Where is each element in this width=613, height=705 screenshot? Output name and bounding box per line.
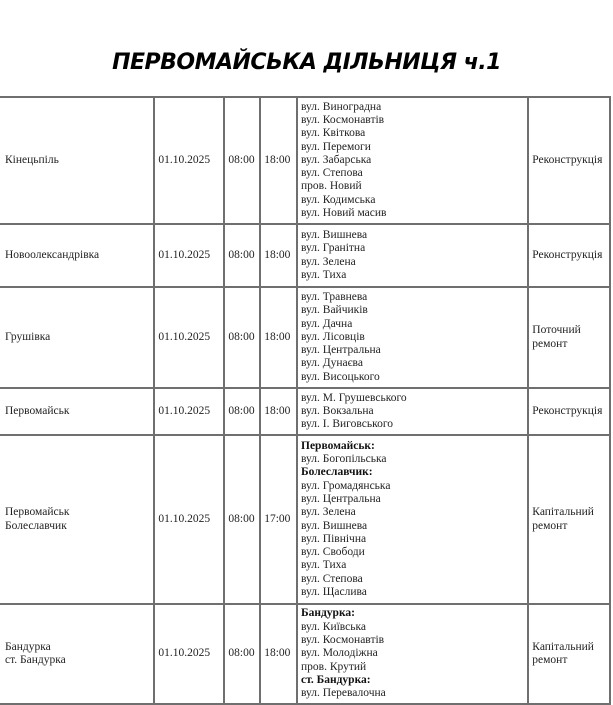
settlement-name: Бандурка xyxy=(5,640,51,653)
end-time-cell xyxy=(260,97,297,224)
streets-cell xyxy=(297,435,528,604)
work-type-cell xyxy=(528,435,610,604)
street-name: вул. М. Грушевського xyxy=(301,391,407,404)
settlement-name: ст. Бандурка xyxy=(5,654,66,666)
settlement-name: Грушівка xyxy=(5,330,51,343)
outage-date: 01.10.2025 xyxy=(158,647,211,660)
street-name: вул. Північна xyxy=(301,532,367,545)
street-name: вул. Космонавтів xyxy=(301,113,385,126)
settlement-name: Новоолександрівка xyxy=(5,248,100,261)
settlement-name: Болеславчик xyxy=(5,519,67,532)
start-time-cell xyxy=(224,435,260,604)
outage-date: 01.10.2025 xyxy=(158,512,211,525)
settlement-cell xyxy=(0,224,154,287)
date-cell xyxy=(154,224,224,287)
street-name: вул. Дачна xyxy=(301,317,353,330)
start-time-cell xyxy=(224,388,260,435)
locality-heading: ст. Бандурка: xyxy=(301,673,371,686)
street-name: вул. Кодимська xyxy=(301,193,376,206)
page-title: ПЕРВОМАЙСЬКА ДІЛЬНИЦЯ ч.1 xyxy=(112,50,501,75)
end-time: 18:00 xyxy=(264,404,291,417)
locality-heading: Болеславчик: xyxy=(301,466,373,479)
work-type: ремонт xyxy=(532,337,568,350)
start-time: 08:00 xyxy=(228,248,255,261)
street-name: вул. Тиха xyxy=(301,268,347,281)
table-row xyxy=(0,604,610,704)
locality-heading: Первомайськ: xyxy=(301,439,375,452)
end-time: 18:00 xyxy=(264,153,291,166)
work-type-cell xyxy=(528,604,610,704)
street-name: пров. Новий xyxy=(301,180,362,193)
outage-schedule-table xyxy=(0,96,611,705)
work-type: ремонт xyxy=(532,519,568,532)
locality-heading: Бандурка: xyxy=(301,607,355,620)
street-name: вул. Виноградна xyxy=(301,100,382,113)
streets-cell xyxy=(297,224,528,287)
street-name: вул. Забарська xyxy=(301,153,372,166)
start-time: 08:00 xyxy=(228,404,255,417)
settlement-cell xyxy=(0,604,154,704)
street-name: вул. Центральна xyxy=(301,492,381,505)
street-name: вул. Молодіжна xyxy=(301,647,378,660)
streets-cell xyxy=(297,604,528,704)
date-cell xyxy=(154,435,224,604)
start-time-cell xyxy=(224,224,260,287)
street-name: вул. Новий масив xyxy=(301,207,387,220)
end-time-cell xyxy=(260,224,297,287)
outage-date: 01.10.2025 xyxy=(158,404,211,417)
end-time: 18:00 xyxy=(264,647,291,660)
work-type: Реконструкція xyxy=(532,248,603,261)
work-type: ремонт xyxy=(532,654,568,666)
settlement-cell xyxy=(0,435,154,604)
street-name: вул. Богопільська xyxy=(301,453,387,466)
street-name: вул. Лісовців xyxy=(301,330,365,343)
work-type: Реконструкція xyxy=(532,404,603,417)
table-row xyxy=(0,435,610,604)
table-row xyxy=(0,97,610,224)
start-time-cell xyxy=(224,97,260,224)
street-name: вул. Висоцького xyxy=(301,370,380,383)
street-name: вул. Вишнева xyxy=(301,228,368,241)
work-type: Капітальний xyxy=(532,640,594,653)
street-name: вул. Перевалочна xyxy=(301,687,386,700)
street-name: вул. Перемоги xyxy=(301,140,371,153)
street-name: вул. Гранітна xyxy=(301,242,366,255)
end-time-cell xyxy=(260,388,297,435)
street-name: вул. Степова xyxy=(301,572,363,585)
street-name: вул. І. Виговського xyxy=(301,418,393,431)
end-time-cell xyxy=(260,604,297,704)
end-time-cell xyxy=(260,287,297,388)
work-type-cell xyxy=(528,97,610,224)
work-type: Капітальний xyxy=(532,506,594,519)
street-name: вул. Тиха xyxy=(301,559,347,572)
outage-date: 01.10.2025 xyxy=(158,248,211,261)
street-name: вул. Вишнева xyxy=(301,519,368,532)
start-time-cell xyxy=(224,287,260,388)
street-name: вул. Космонавтів xyxy=(301,634,385,647)
start-time: 08:00 xyxy=(228,330,255,343)
streets-cell xyxy=(297,388,528,435)
end-time-cell xyxy=(260,435,297,604)
date-cell xyxy=(154,97,224,224)
street-name: вул. Зелена xyxy=(301,506,356,519)
street-name: вул. Щаслива xyxy=(301,585,367,598)
work-type: Поточний xyxy=(532,324,581,337)
outage-date: 01.10.2025 xyxy=(158,330,211,343)
settlement-name: Первомайськ xyxy=(5,404,70,417)
street-name: вул. Вокзальна xyxy=(301,404,374,417)
settlement-cell xyxy=(0,287,154,388)
street-name: вул. Зелена xyxy=(301,255,356,268)
date-cell xyxy=(154,604,224,704)
street-name: вул. Київська xyxy=(301,620,367,633)
work-type-cell xyxy=(528,224,610,287)
street-name: вул. Громадянська xyxy=(301,479,391,492)
date-cell xyxy=(154,388,224,435)
settlement-cell xyxy=(0,97,154,224)
table-row xyxy=(0,388,610,435)
work-type-cell xyxy=(528,287,610,388)
start-time: 08:00 xyxy=(228,512,255,525)
streets-cell xyxy=(297,97,528,224)
work-type: Реконструкція xyxy=(532,153,603,166)
end-time: 17:00 xyxy=(264,512,291,525)
start-time: 08:00 xyxy=(228,153,255,166)
street-name: вул. Степова xyxy=(301,167,363,180)
table-body xyxy=(0,97,610,704)
work-type-cell xyxy=(528,388,610,435)
settlement-cell xyxy=(0,388,154,435)
outage-date: 01.10.2025 xyxy=(158,153,211,166)
street-name: пров. Крутий xyxy=(301,660,367,673)
start-time: 08:00 xyxy=(228,647,255,660)
streets-cell xyxy=(297,287,528,388)
street-name: вул. Дунаєва xyxy=(301,357,363,370)
end-time: 18:00 xyxy=(264,330,291,343)
end-time: 18:00 xyxy=(264,248,291,261)
street-name: вул. Свободи xyxy=(301,546,365,559)
settlement-name: Первомайськ xyxy=(5,506,70,519)
street-name: вул. Травнева xyxy=(301,290,368,303)
settlement-name: Кінецьпіль xyxy=(5,153,59,166)
start-time-cell xyxy=(224,604,260,704)
street-name: вул. Вайчиків xyxy=(301,304,368,317)
table-row xyxy=(0,287,610,388)
date-cell xyxy=(154,287,224,388)
street-name: вул. Квіткова xyxy=(301,127,366,140)
street-name: вул. Центральна xyxy=(301,344,381,357)
table-row xyxy=(0,224,610,287)
